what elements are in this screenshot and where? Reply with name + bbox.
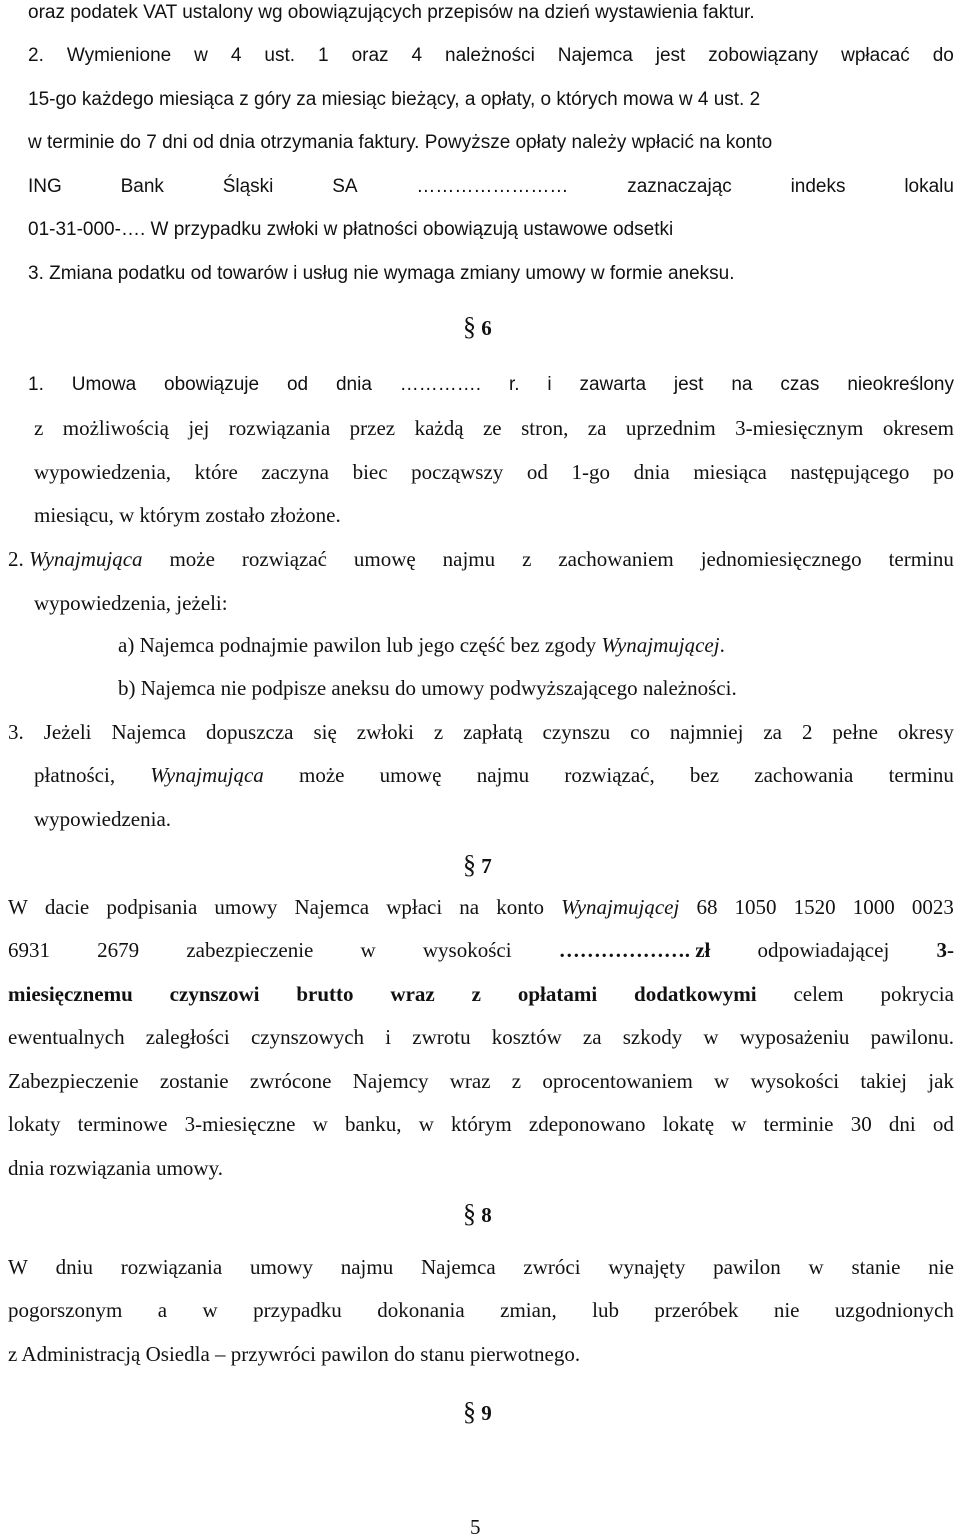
word: rozwiązania <box>120 1255 223 1279</box>
section-heading-8 <box>463 1199 492 1229</box>
word: może <box>299 763 345 787</box>
word: umowy <box>249 1255 313 1279</box>
word: odpowiadającej <box>757 938 890 962</box>
word: dnia <box>335 374 372 395</box>
word: wysokości <box>422 938 512 962</box>
section-heading-9 <box>463 1397 492 1427</box>
word: zostanie <box>159 1069 229 1093</box>
word: pełne <box>832 720 878 744</box>
word: od <box>286 374 309 395</box>
word: 1000 <box>852 895 895 919</box>
word: bez <box>689 763 720 787</box>
word: w <box>360 938 376 962</box>
word: okresy <box>897 720 954 744</box>
text-line: wypowiedzenia. <box>34 807 172 831</box>
word: SA <box>332 176 358 197</box>
word: stron, <box>521 416 569 440</box>
text-line-justified <box>8 1024 954 1050</box>
word: do <box>932 45 954 66</box>
word: …………………… <box>416 176 569 197</box>
list-item-a <box>118 632 725 658</box>
section-symbol: § <box>463 850 476 879</box>
word: takiej <box>860 1069 908 1093</box>
word: 4 <box>230 45 242 66</box>
word: nie <box>773 1298 800 1322</box>
text-line: 01-31-000-…. W przypadku zwłoki w płatności obowiązują ustawowe odsetki <box>28 219 674 240</box>
word: …………. <box>399 374 482 395</box>
word: rozwiązać <box>241 547 327 571</box>
word: umowę <box>353 547 416 571</box>
word: rozwiązania <box>228 416 331 440</box>
word: wpłaci <box>386 895 443 919</box>
word: Najemca <box>557 45 633 66</box>
word: Umowa <box>71 374 137 395</box>
word: pogorszonym <box>8 1298 123 1322</box>
party-name: Wynajmująca <box>29 547 143 571</box>
word: na <box>731 374 753 395</box>
word: uprzednim <box>625 416 716 440</box>
word: Śląski <box>222 176 274 197</box>
word: może <box>169 547 215 571</box>
word: 1-go <box>571 460 610 484</box>
word: r. <box>508 374 520 395</box>
word: pawilon <box>713 1255 781 1279</box>
word: 2 <box>801 720 813 744</box>
word: od <box>932 1112 954 1136</box>
word: za <box>763 720 783 744</box>
word: od <box>526 460 548 484</box>
word: zachowania <box>754 763 854 787</box>
text-line: miesiącu, w którym zostało złożone. <box>34 503 341 527</box>
word: zabezpieczenie <box>186 938 314 962</box>
section-number: 9 <box>481 1401 492 1425</box>
word: wraz <box>449 1069 491 1093</box>
list-item-b: b) Najemca nie podpisze aneksu do umowy podwyższającego należności. <box>118 676 737 700</box>
word: umowę <box>379 763 442 787</box>
word: W <box>8 895 28 919</box>
word: zaczyna <box>261 460 329 484</box>
word: począwszy <box>411 460 504 484</box>
word: umowy <box>214 895 278 919</box>
word: Jeżeli <box>43 720 92 744</box>
word: i <box>385 1025 392 1049</box>
word: 3. <box>8 720 24 744</box>
word: przez <box>349 416 396 440</box>
text-line-justified <box>8 719 954 745</box>
text-line: oraz podatek VAT ustalony wg obowiązujących przepisów na dzień wystawienia faktur. <box>28 2 755 23</box>
word: 1520 <box>793 895 836 919</box>
word: zwrotu <box>412 1025 471 1049</box>
text-line: z Administracją Osiedla – przywróci pawilon do stanu pierwotnego. <box>8 1342 581 1366</box>
text-line: dnia rozwiązania umowy. <box>8 1156 223 1180</box>
word: w <box>731 1112 747 1136</box>
text-line: 3. Zmiana podatku od towarów i usług nie wymaga zmiany umowy w formie aneksu. <box>28 263 735 284</box>
party-name: Wynajmująca <box>150 763 264 787</box>
word: 2679 <box>97 938 140 962</box>
word: zobowiązany <box>708 45 819 66</box>
word: konto <box>496 895 545 919</box>
word: obowiązuje <box>164 374 260 395</box>
section-number: 6 <box>481 316 492 340</box>
text-line-justified <box>28 372 954 398</box>
word: dokonania <box>377 1298 465 1322</box>
word: należności <box>445 45 535 66</box>
section-number: 7 <box>481 854 492 878</box>
word: 6931 <box>8 938 50 962</box>
word: najmu <box>442 547 496 571</box>
word: za <box>582 1025 602 1049</box>
section-number: 8 <box>481 1203 492 1227</box>
word: podpisania <box>106 895 198 919</box>
word: terminowe <box>77 1112 168 1136</box>
word: zmian, <box>500 1298 557 1322</box>
word: miesiąca <box>693 460 767 484</box>
item-number: 2. <box>8 547 24 571</box>
word: Wymienione <box>66 45 172 66</box>
word: lokalu <box>904 176 954 197</box>
word: najmu <box>340 1255 394 1279</box>
word: i <box>547 374 552 395</box>
word: W <box>8 1255 28 1279</box>
text-line: 15-go każdego miesiąca z góry za miesiąc bieżący, a opłaty, o których mowa w 4 ust. 2 <box>28 89 761 110</box>
word: pawilonu. <box>870 1025 954 1049</box>
text-line-justified <box>34 459 954 485</box>
word: z <box>511 1069 522 1093</box>
word: dni <box>888 1112 916 1136</box>
word: zaznaczając <box>627 176 732 197</box>
word: terminu <box>888 547 954 571</box>
word: się <box>313 720 337 744</box>
word: ewentualnych <box>8 1025 125 1049</box>
text-line-justified <box>28 43 954 69</box>
word: Najemca <box>111 720 187 744</box>
word: które <box>194 460 238 484</box>
text-line-justified <box>8 981 954 1007</box>
word: 4 <box>411 45 423 66</box>
word: z <box>471 982 481 1006</box>
word: najmu <box>476 763 530 787</box>
word: rozwiązać, <box>564 763 655 787</box>
word: z <box>433 720 444 744</box>
word: którym <box>451 1112 512 1136</box>
word: za <box>587 416 607 440</box>
word: dacie <box>44 895 90 919</box>
word: jak <box>928 1069 954 1093</box>
page-number: 5 <box>470 1515 481 1539</box>
word: ze <box>482 416 502 440</box>
word: co <box>630 720 650 744</box>
word: najmniej <box>669 720 744 744</box>
word: zawarta <box>579 374 647 395</box>
word: zapłatą <box>463 720 523 744</box>
section-heading-6 <box>463 312 492 342</box>
word: czynszowi <box>169 982 260 1006</box>
section-heading-7 <box>463 850 492 880</box>
text-line-justified <box>34 762 954 788</box>
word: jej <box>188 416 210 440</box>
party-name: Wynajmującej <box>561 895 680 919</box>
word: celem <box>793 982 844 1006</box>
word: w <box>714 1069 730 1093</box>
word: ust. <box>264 45 296 66</box>
section-symbol: § <box>463 1199 476 1228</box>
word: oraz <box>351 45 389 66</box>
word: 68 <box>696 895 718 919</box>
word: czynszowych <box>250 1025 365 1049</box>
word: jest <box>673 374 704 395</box>
word: w <box>808 1255 824 1279</box>
word: jest <box>655 45 686 66</box>
word: Najemca <box>294 895 370 919</box>
word: wpłacać <box>841 45 910 66</box>
word: na <box>459 895 480 919</box>
word: Zabezpieczenie <box>8 1069 139 1093</box>
word: a <box>157 1298 168 1322</box>
text-line-justified <box>34 415 954 441</box>
word: opłatami <box>517 982 598 1006</box>
word: 3-miesięczne <box>184 1112 296 1136</box>
word: w <box>312 1112 328 1136</box>
word: dniu <box>55 1255 93 1279</box>
section-symbol: § <box>463 312 476 341</box>
party-name: Wynajmującej <box>601 633 720 657</box>
word: Najemcy <box>352 1069 429 1093</box>
word: w <box>202 1298 218 1322</box>
word: terminie <box>763 1112 834 1136</box>
word: 2. <box>28 45 44 66</box>
word: czas <box>780 374 820 395</box>
word: oprocentowaniem <box>542 1069 693 1093</box>
word: 3- <box>936 938 954 962</box>
word: ING <box>28 176 62 197</box>
word: zwłoki <box>356 720 414 744</box>
word: nieokreślony <box>847 374 954 395</box>
word: w <box>703 1025 719 1049</box>
word: możliwością <box>62 416 169 440</box>
word: każdą <box>414 416 464 440</box>
word: wraz <box>390 982 435 1006</box>
text-line: w terminie do 7 dni od dnia otrzymania faktury. Powyższe opłaty należy wpłacić na konto <box>28 132 773 153</box>
text-line-justified <box>28 174 954 200</box>
word: 1050 <box>734 895 777 919</box>
word: biec <box>352 460 388 484</box>
word: czynszu <box>542 720 611 744</box>
word: wyposażeniu <box>739 1025 850 1049</box>
word: przypadku <box>253 1298 342 1322</box>
text-line-justified <box>8 894 954 920</box>
text-line: wypowiedzenia, jeżeli: <box>34 591 228 615</box>
word: 30 <box>850 1112 872 1136</box>
word: 1 <box>318 45 329 66</box>
deposit-amount: ………………. zł <box>558 938 711 962</box>
word: terminu <box>888 763 954 787</box>
word: miesięcznemu <box>8 982 133 1006</box>
word: w <box>194 45 208 66</box>
word: wypowiedzenia, <box>34 460 172 484</box>
word: uzgodnionych <box>834 1298 954 1322</box>
word: dnia <box>633 460 670 484</box>
word: szkody <box>622 1025 683 1049</box>
word: lub <box>592 1298 619 1322</box>
word: lokaty <box>8 1112 61 1136</box>
word: banku, <box>344 1112 402 1136</box>
word: kosztów <box>491 1025 562 1049</box>
word: następującego <box>790 460 910 484</box>
word: Bank <box>120 176 164 197</box>
list-item-text: a) Najemca podnajmie pawilon lub jego część bez zgody <box>118 633 602 657</box>
word: płatności, <box>34 763 116 787</box>
word: zaległości <box>145 1025 230 1049</box>
word: po <box>932 460 954 484</box>
word: zwrócone <box>249 1069 332 1093</box>
word: stanie <box>851 1255 901 1279</box>
word: 3-miesięcznym <box>735 416 864 440</box>
word: z <box>34 416 44 440</box>
section-symbol: § <box>463 1397 476 1426</box>
word: zwróci <box>523 1255 581 1279</box>
word: dopuszcza <box>206 720 294 744</box>
word: z <box>522 547 532 571</box>
text-line-justified <box>8 1068 954 1094</box>
word: nie <box>928 1255 954 1279</box>
text-line-justified <box>8 1111 954 1137</box>
word: przeróbek <box>654 1298 739 1322</box>
word: 0023 <box>911 895 954 919</box>
word: zdeponowano <box>528 1112 646 1136</box>
word: jednomiesięcznego <box>700 547 862 571</box>
list-item-punct: . <box>719 633 725 657</box>
word: okresem <box>882 416 954 440</box>
word: brutto <box>296 982 354 1006</box>
word: wynajęty <box>608 1255 686 1279</box>
word: wysokości <box>750 1069 840 1093</box>
word: w <box>418 1112 434 1136</box>
text-line-justified <box>8 1297 954 1323</box>
text-line-justified <box>8 1254 954 1280</box>
text-line-justified <box>8 937 954 963</box>
word: Najemca <box>421 1255 496 1279</box>
text-line-justified <box>8 546 954 572</box>
word: indeks <box>790 176 846 197</box>
word: lokatę <box>662 1112 715 1136</box>
word: dodatkowymi <box>634 982 757 1006</box>
word: 1. <box>28 374 44 395</box>
word: zachowaniem <box>558 547 674 571</box>
word: pokrycia <box>880 982 954 1006</box>
